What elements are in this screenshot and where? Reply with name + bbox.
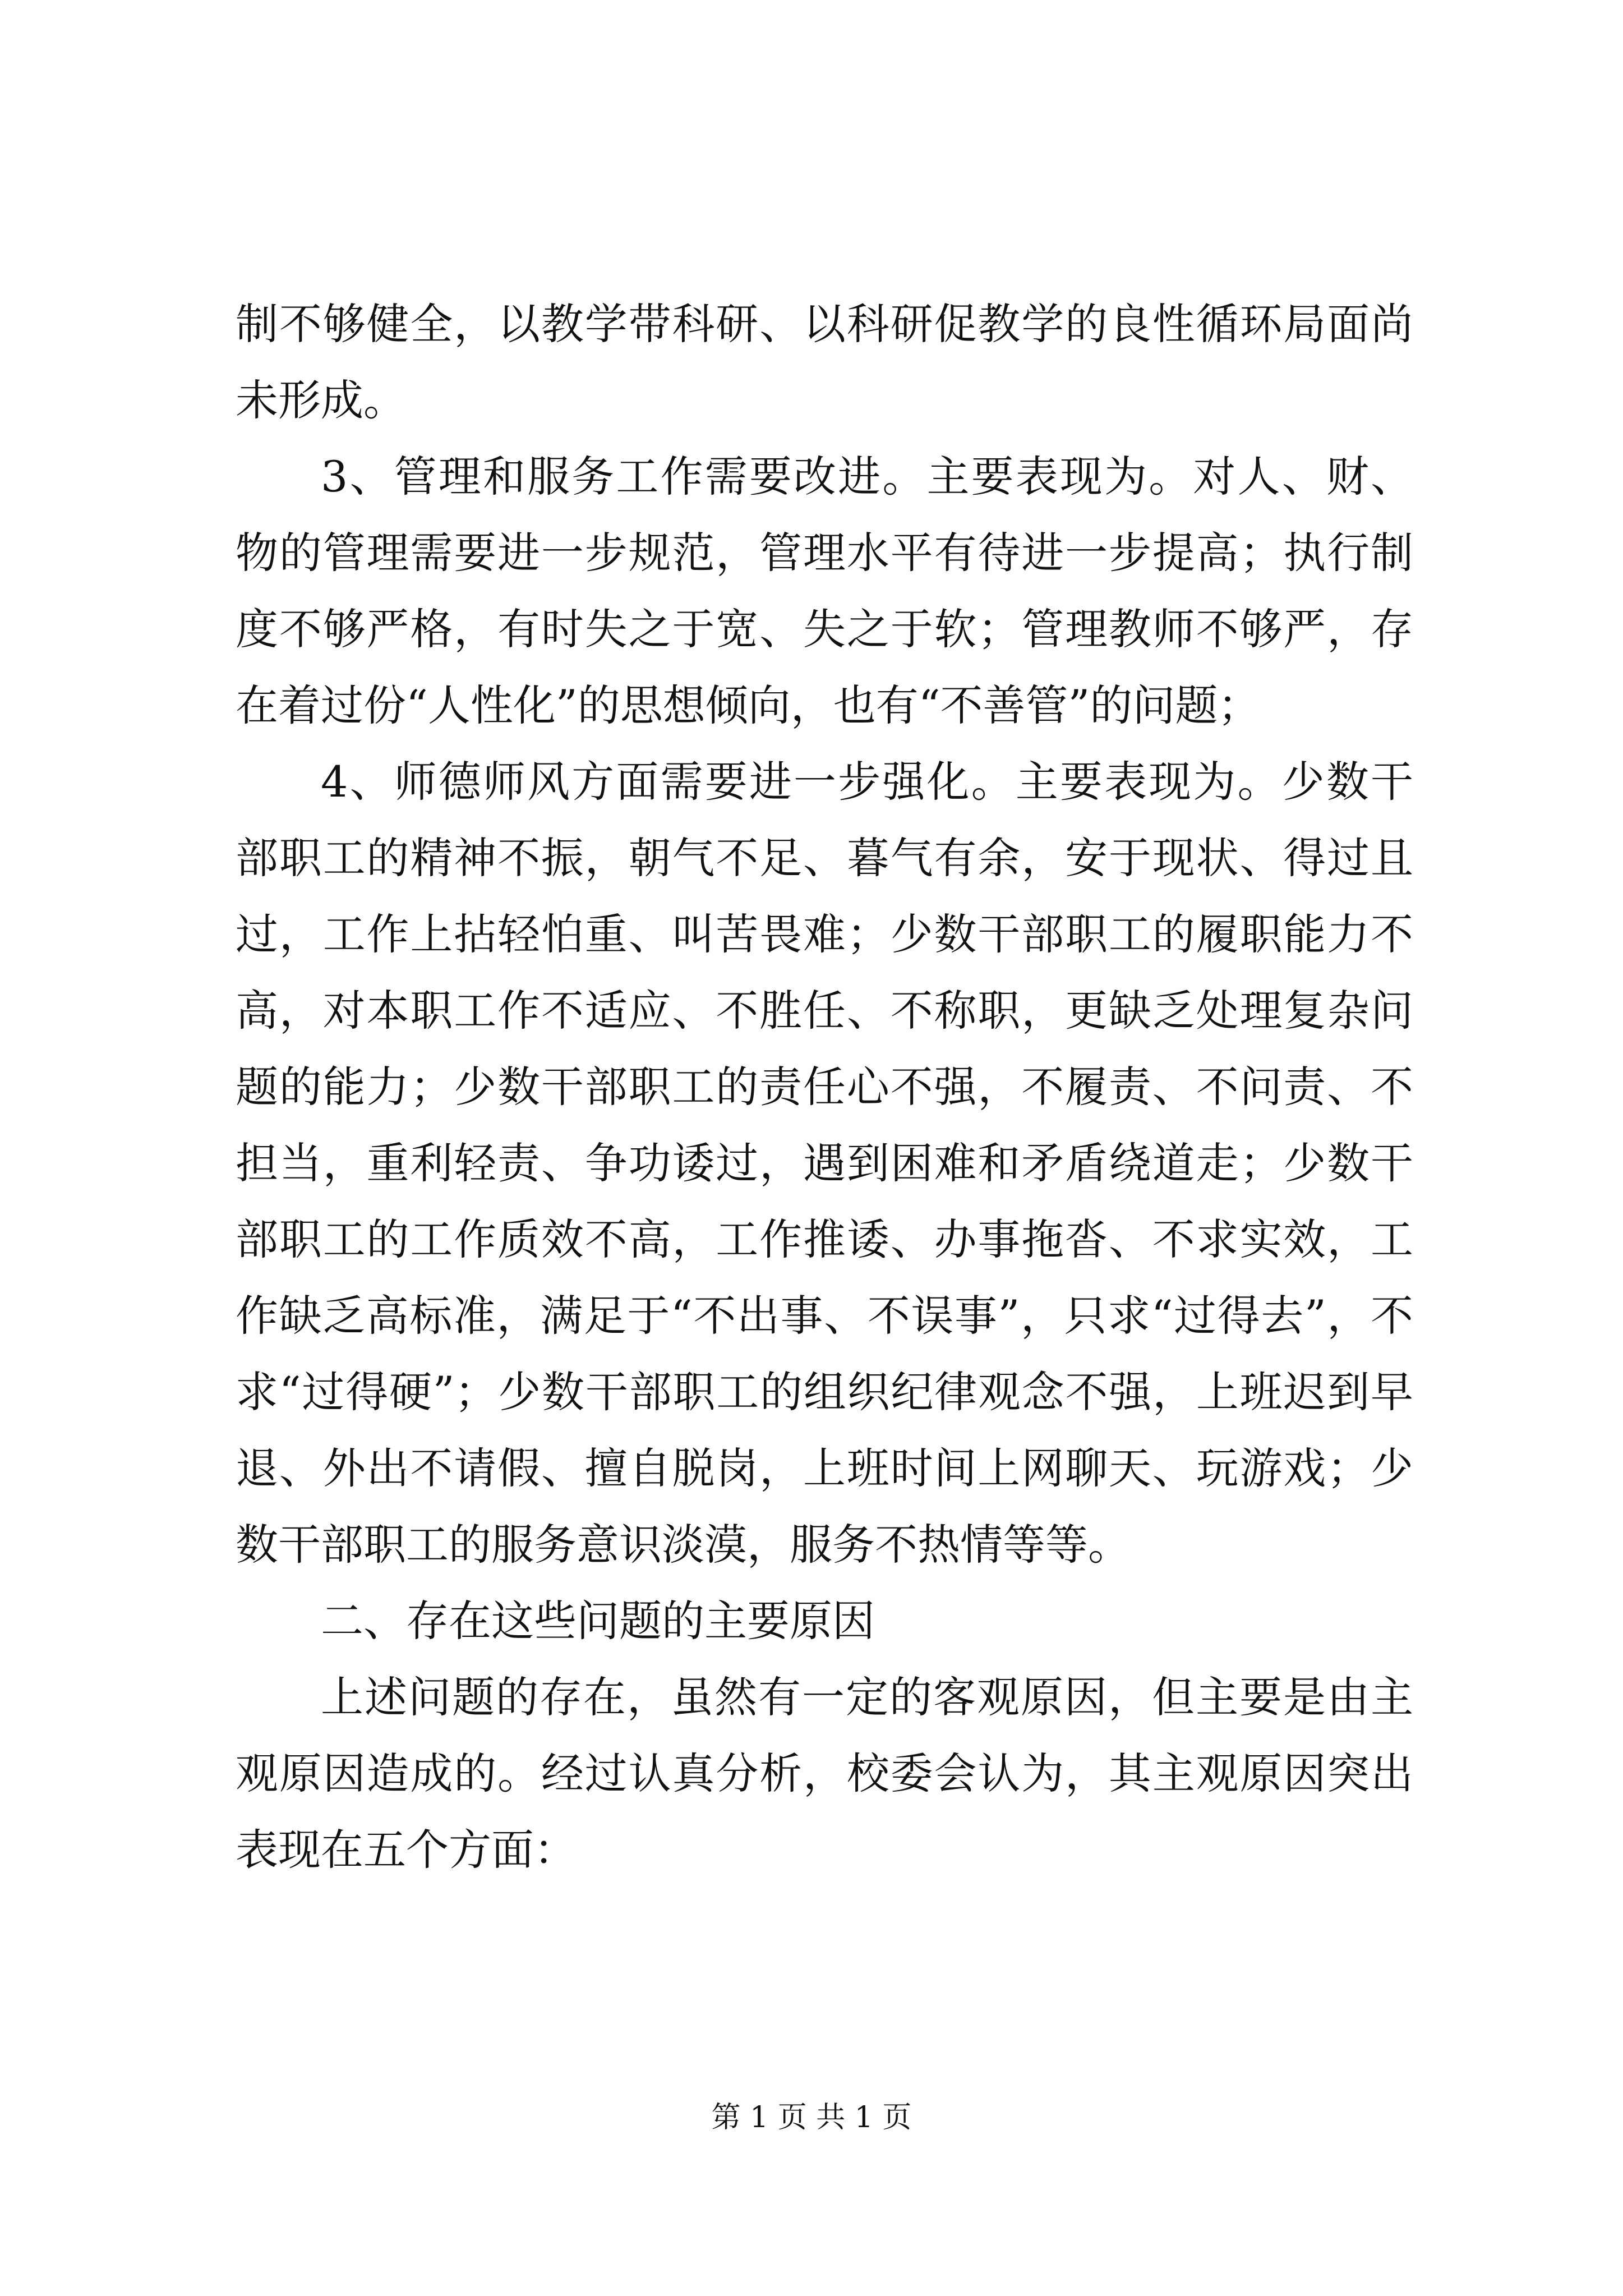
paragraph-continuation: 制不够健全，以教学带科研、以科研促教学的良性循环局面尚未形成。 — [236, 299, 1413, 425]
section-heading-main-causes: 二、存在这些问题的主要原因 — [321, 1596, 875, 1646]
paragraph-teacher-ethics: 4、师德师风方面需要进一步强化。主要表现为。少数干部职工的精神不振，朝气不足、暮气有余，安于现状、得过且过，工作上拈轻怕重、叫苦畏难；少数干部职工的履职能力不高，对本职工作不适应、不胜任、不称职，更缺乏处理复杂问题的能力；少数干部职工的责任心不强，不履责、不问责、不担当，重利轻责、争功诿过，遇到困难和矛盾绕道走；少数干部职工的工作质效不高，工作推诿、办事拖沓、不求实效，工作缺乏高标准，满足于“不出事、不误事”，只求“过得去”，不求“过得硬”；少数干部职工的组织纪律观念不强，上班迟到早退、外出不请假、擅自脱岗，上班时间上网聊天、玩游戏；少数干部职工的服务意识淡漠，服务不热情等等。 — [236, 757, 1413, 1570]
document-body — [236, 286, 1413, 1888]
paragraph-causes-intro: 上述问题的存在，虽然有一定的客观原因，但主要是由主观原因造成的。经过认真分析，校委会认为，其主观原因突出表现在五个方面： — [236, 1672, 1413, 1875]
paragraph-management-service: 3、管理和服务工作需要改进。主要表现为。对人、财、物的管理需要进一步规范，管理水平有待进一步提高；执行制度不够严格，有时失之于宽、失之于软；管理教师不够严，存在着过份“人性化”的思想倾向，也有“不善管”的问题； — [236, 452, 1413, 730]
page-footer: 第 1 页 共 1 页 — [711, 2101, 912, 2134]
